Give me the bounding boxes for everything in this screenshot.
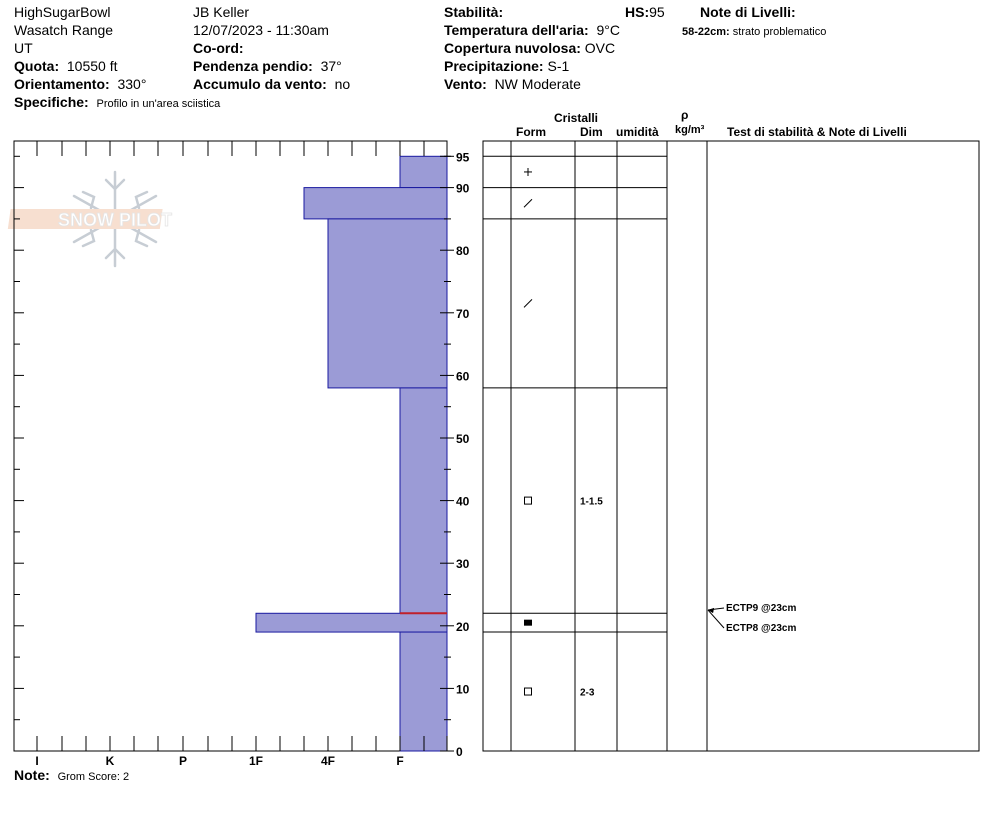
grain-size-label: 1-1.5 [580,496,603,508]
precip-value: S-1 [547,58,570,74]
slope-label: Pendenza pendio: [193,58,313,74]
elevation-label: Quota: [14,58,60,74]
density-unit: kg/m³ [675,124,705,136]
depth-label: 90 [456,181,470,196]
hardness-bar [400,388,447,613]
stability-label: Stabilità: [444,4,504,20]
depth-label: 40 [456,494,470,509]
hs-value: 95 [649,4,665,20]
hardness-bar [256,613,447,632]
hardness-label: P [178,754,188,768]
depth-label: 95 [456,150,470,165]
depth-label: 10 [456,682,470,697]
depth-label: 30 [456,557,470,572]
hardness-label: 1F [248,754,264,768]
wind-loading-value: no [334,76,351,92]
range-name: Wasatch Range [14,22,114,38]
layer-note-text: strato problematico [732,26,827,38]
state-name: UT [14,40,33,56]
hardness-bar [328,219,447,388]
coord-label: Co-ord: [193,40,244,56]
sky-label: Copertura nuvolosa: [444,40,581,56]
aspect-value: 330° [117,76,147,92]
observation-datetime: 12/07/2023 - 11:30am [193,22,329,38]
grain-filled-square-symbol [525,620,532,625]
depth-label: 0 [456,745,463,759]
crystals-header: Cristalli [554,111,599,125]
aspect-label: Orientamento: [14,76,110,92]
form-header: Form [516,125,546,139]
density-symbol: ρ [681,108,689,122]
footer-note [14,767,129,785]
hardness-label: I [35,754,39,768]
depth-label: 20 [456,619,470,634]
specifics-value: Profilo in un'area sciistica [96,98,221,110]
layer-notes-label: Note di Livelli: [700,4,796,20]
hs-label: HS: [625,4,650,20]
hardness-label: K [105,754,115,768]
snowpilot-logo [8,172,172,266]
stability-test-label: ECTP8 @23cm [726,623,797,634]
location-name: HighSugarBowl [14,4,111,20]
grain-slash-symbol [524,199,532,207]
grain-size-label: 2-3 [580,687,595,699]
test-arrow [708,608,714,613]
layer-table-frame [483,141,979,751]
grain-square-symbol [525,688,532,695]
depth-label: 60 [456,369,470,384]
specifics-label: Specifiche: [14,94,89,110]
elevation-value: 10550 ft [66,58,118,74]
depth-label: 80 [456,244,470,259]
hardness-label: 4F [320,754,336,768]
precip-label: Precipitazione: [444,58,544,74]
size-header: Dim [580,125,603,139]
air-temp-label: Temperatura dell'aria: [444,22,589,38]
wind-value: NW Moderate [494,76,581,92]
observer-name: JB Keller [193,4,250,20]
hardness-label: F [396,754,404,768]
tests-header: Test di stabilità & Note di Livelli [727,125,907,139]
wind-loading-label: Accumulo da vento: [193,76,327,92]
hardness-bar [304,188,447,219]
slope-value: 37° [320,58,342,74]
logo-text: SNOW PILOT [58,210,172,230]
hardness-bar [400,632,447,751]
layer-note-range: 58-22cm: [682,26,730,38]
note-value: Grom Score: 2 [57,771,130,783]
table-column-lines [511,141,707,751]
stability-test-label: ECTP9 @23cm [726,603,797,614]
grain-slash-symbol [524,299,532,307]
test-leader-line [708,610,724,628]
air-temp-value: 9°C [596,22,620,38]
moisture-header: umidità [616,125,659,139]
depth-label: 70 [456,306,470,321]
depth-label: 50 [456,432,470,446]
wind-label: Vento: [444,76,487,92]
grain-square-symbol [525,497,532,504]
sky-value: OVC [584,40,616,56]
hardness-bar [400,156,447,187]
note-label: Note: [14,767,50,783]
